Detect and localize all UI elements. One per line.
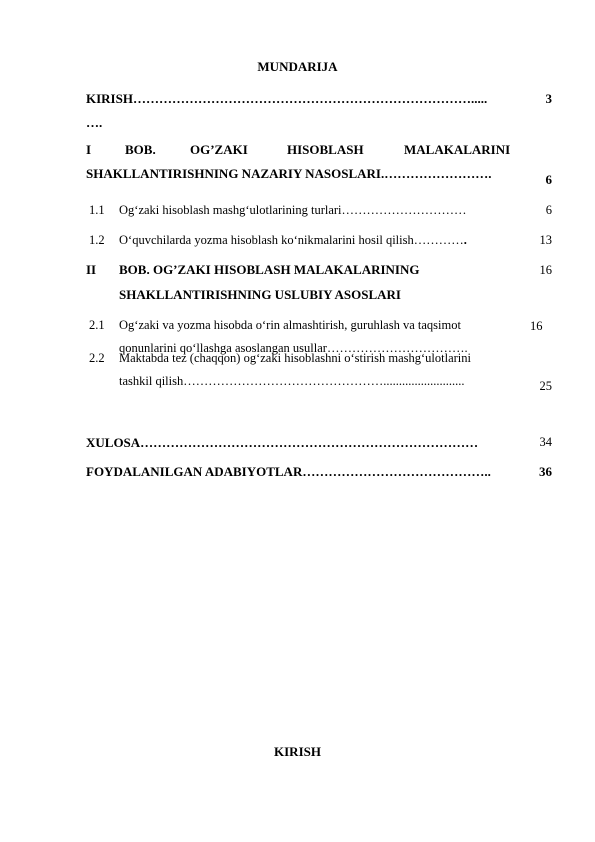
chapter1-word-ogzaki: OG’ZAKI: [190, 142, 248, 157]
section-number-2-1: 2.1: [89, 318, 105, 332]
toc-entry-section-2-2[interactable]: Maktabda tez (chaqqon) og‘zaki hisoblashni o‘stirish mashg‘ulotlarini: [119, 351, 471, 365]
section-number-2-2: 2.2: [89, 351, 105, 365]
chapter2-number: II: [86, 262, 97, 277]
toc-entry-kirish-cont: ….: [86, 115, 103, 130]
toc-page-section-2-2: 25: [539, 379, 552, 393]
chapter1-word-hisoblash: HISOBLASH: [287, 142, 364, 157]
toc-page-kirish: 3: [545, 91, 552, 106]
toc-page-chapter1: 6: [545, 172, 552, 187]
next-section-heading: KIRISH: [274, 744, 321, 759]
chapter1-number: I: [86, 142, 92, 157]
toc-page-chapter2: 16: [539, 263, 552, 277]
section-number-1-2: 1.2: [89, 233, 105, 247]
toc-entry-section-1-1[interactable]: Og‘zaki hisoblash mashg‘ulotlarining turlari…………………………: [119, 203, 467, 217]
toc-entry-chapter1[interactable]: SHAKLLANTIRISHNING NAZARIY NASOSLARI.…………………….: [86, 166, 492, 181]
section-number-1-1: 1.1: [89, 203, 105, 217]
toc-entry-chapter2[interactable]: BOB. OG’ZAKI HISOBLASH MALAKALARINING: [119, 262, 420, 277]
toc-entry-xulosa[interactable]: XULOSA……………………………………………………………………: [86, 435, 479, 450]
toc-entry-foydalanilgan[interactable]: FOYDALANILGAN ADABIYOTLAR……………………………………..: [86, 464, 491, 479]
toc-entry-chapter2-cont: SHAKLLANTIRISHNING USLUBIY ASOSLARI: [119, 287, 401, 302]
toc-entry-section-2-1[interactable]: Og‘zaki va yozma hisobda o‘rin almashtirish, guruhlash va taqsimot: [119, 318, 461, 332]
toc-title: MUNDARIJA: [257, 59, 338, 74]
toc-entry-section-2-1-cont: qonunlarini qo‘llashga asoslangan usullar…………………………….: [119, 341, 468, 355]
toc-entry-section-1-2[interactable]: O‘quvchilarda yozma hisoblash ko‘nikmalarini hosil qilish………….: [119, 233, 467, 247]
toc-page-foydalanilgan: 36: [539, 464, 552, 479]
toc-entry-kirish[interactable]: KIRISH…………………………………………………………………….....: [86, 91, 488, 106]
chapter1-bob: BOB.: [125, 142, 156, 157]
chapter1-word-malakalarini: MALAKALARINI: [404, 142, 511, 157]
toc-entry-section-2-2-cont: tashkil qilish…………………………………………..........................: [119, 374, 465, 388]
toc-page-section-2-1: 16: [530, 319, 543, 333]
toc-page-section-1-2: 13: [539, 233, 552, 247]
toc-page-section-1-1: 6: [545, 203, 552, 217]
toc-page-xulosa: 34: [539, 435, 552, 449]
